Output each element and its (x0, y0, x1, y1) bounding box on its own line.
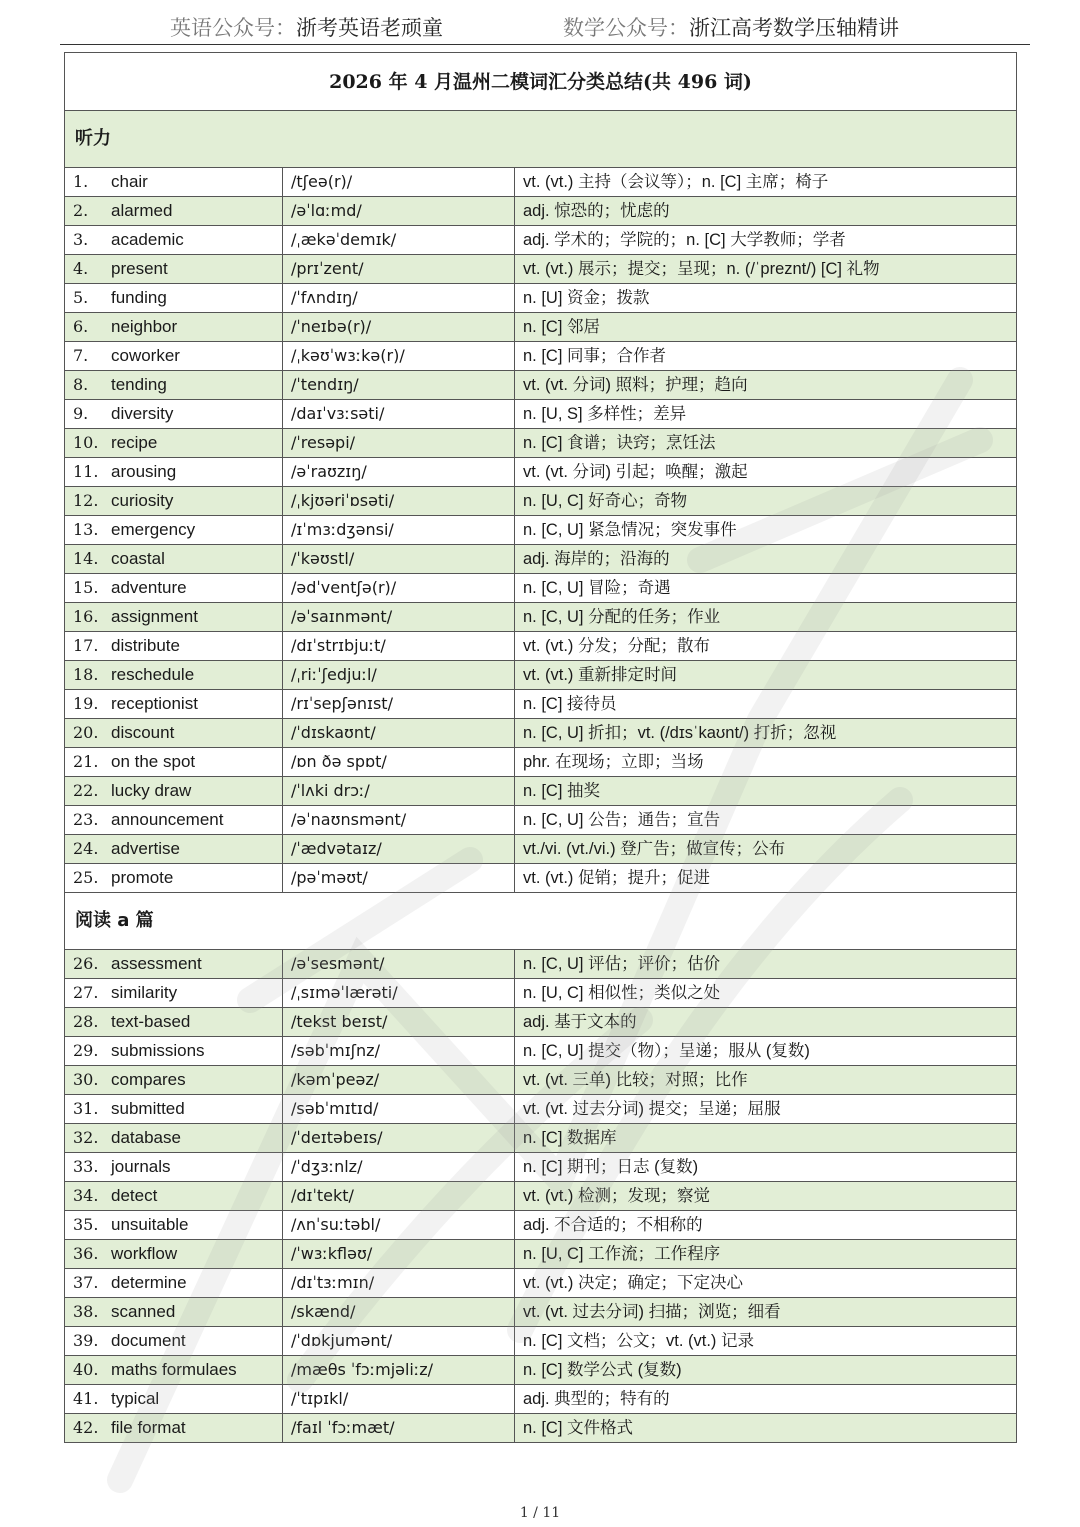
math-account-label: 数学公众号： (563, 16, 689, 40)
table-row (65, 226, 1017, 255)
definition-cell: adj. 惊恐的；忧虑的 (515, 197, 1017, 226)
word-cell (65, 864, 283, 893)
definition-cell: vt. (vt. 过去分词) 提交；呈递；屈服 (515, 1095, 1017, 1124)
table-row (65, 1240, 1017, 1269)
table-row (65, 1008, 1017, 1037)
definition-cell: n. [C] 同事；合作者 (515, 342, 1017, 371)
table-row (65, 487, 1017, 516)
word-text: typical (111, 1389, 160, 1408)
table-row (65, 661, 1017, 690)
word-cell (65, 950, 283, 979)
word-text: advertise (111, 839, 180, 858)
word-text: discount (111, 723, 175, 742)
word-text: funding (111, 288, 167, 307)
word-text: reschedule (111, 665, 195, 684)
word-cell (65, 1182, 283, 1211)
definition-cell: adj. 基于文本的 (515, 1008, 1017, 1037)
phonetic-cell: /prɪˈzent/ (283, 255, 515, 284)
phonetic-cell: /ɪˈmɜːdʒənsi/ (283, 516, 515, 545)
definition-cell: n. [C, U] 评估；评价；估价 (515, 950, 1017, 979)
row-number: 2. (73, 201, 89, 220)
table-row (65, 1414, 1017, 1443)
phonetic-cell: /mæθs ˈfɔːmjəliːz/ (283, 1356, 515, 1385)
word-cell (65, 777, 283, 806)
phonetic-cell: /ʌnˈsuːtəbl/ (283, 1211, 515, 1240)
word-cell (65, 226, 283, 255)
word-cell (65, 458, 283, 487)
table-row (65, 400, 1017, 429)
word-text: lucky draw (111, 781, 192, 800)
word-cell (65, 690, 283, 719)
row-number: 3. (73, 230, 89, 249)
table-row (65, 950, 1017, 979)
row-number: 28. (73, 1012, 99, 1031)
phonetic-cell: /əˈraʊzɪŋ/ (283, 458, 515, 487)
row-number: 22. (73, 781, 99, 800)
row-number: 42. (73, 1418, 99, 1437)
phonetic-cell: /ˌsɪməˈlærəti/ (283, 979, 515, 1008)
word-text: tending (111, 375, 167, 394)
row-number: 34. (73, 1186, 99, 1205)
word-cell (65, 168, 283, 197)
phonetic-cell: /səbˈmɪʃnz/ (283, 1037, 515, 1066)
word-cell (65, 719, 283, 748)
word-text: present (111, 259, 168, 278)
word-text: announcement (111, 810, 224, 829)
word-cell (65, 1211, 283, 1240)
phonetic-cell: /tʃeə(r)/ (283, 168, 515, 197)
word-text: submissions (111, 1041, 205, 1060)
phonetic-cell: /pəˈməʊt/ (283, 864, 515, 893)
row-number: 30. (73, 1070, 99, 1089)
table-row (65, 835, 1017, 864)
english-account (170, 12, 443, 42)
table-row (65, 255, 1017, 284)
table-row (65, 690, 1017, 719)
word-cell (65, 545, 283, 574)
row-number: 4. (73, 259, 89, 278)
row-number: 1. (73, 172, 89, 191)
definition-cell: phr. 在现场；立即；当场 (515, 748, 1017, 777)
table-row (65, 197, 1017, 226)
definition-cell: adj. 学术的；学院的；n. [C] 大学教师；学者 (515, 226, 1017, 255)
word-text: journals (111, 1157, 171, 1176)
section-header-row (65, 893, 1017, 950)
word-text: neighbor (111, 317, 178, 336)
definition-cell: n. [C, U] 紧急情况；突发事件 (515, 516, 1017, 545)
phonetic-cell: /ɒn ðə spɒt/ (283, 748, 515, 777)
table-row (65, 1385, 1017, 1414)
definition-cell: vt. (vt.) 检测；发现；察觉 (515, 1182, 1017, 1211)
phonetic-cell: /ˌækəˈdemɪk/ (283, 226, 515, 255)
phonetic-cell: /ˈtɪpɪkl/ (283, 1385, 515, 1414)
phonetic-cell: /dɪˈtekt/ (283, 1182, 515, 1211)
row-number: 20. (73, 723, 99, 742)
document-title: 2026 年 4 月温州二模词汇分类总结(共 496 词) (65, 53, 1017, 111)
table-row (65, 864, 1017, 893)
table-row (65, 545, 1017, 574)
phonetic-cell: /dɪˈtɜːmɪn/ (283, 1269, 515, 1298)
phonetic-cell: /kəmˈpeəz/ (283, 1066, 515, 1095)
word-text: coworker (111, 346, 180, 365)
phonetic-cell: /ˌkjʊəriˈɒsəti/ (283, 487, 515, 516)
definition-cell: n. [C] 食谱；诀窍；烹饪法 (515, 429, 1017, 458)
row-number: 14. (73, 549, 99, 568)
word-cell (65, 1008, 283, 1037)
word-cell (65, 835, 283, 864)
phonetic-cell: /ˈdeɪtəbeɪs/ (283, 1124, 515, 1153)
word-text: document (111, 1331, 186, 1350)
row-number: 39. (73, 1331, 99, 1350)
row-number: 10. (73, 433, 99, 452)
math-account-name: 浙江高考数学压轴精讲 (689, 16, 899, 40)
definition-cell: adj. 海岸的；沿海的 (515, 545, 1017, 574)
table-row (65, 632, 1017, 661)
definition-cell: n. [U, C] 相似性；类似之处 (515, 979, 1017, 1008)
definition-cell: n. [C, U] 提交（物）；呈递；服从 (复数) (515, 1037, 1017, 1066)
word-cell (65, 487, 283, 516)
definition-cell: n. [C] 文档；公文；vt. (vt.) 记录 (515, 1327, 1017, 1356)
row-number: 19. (73, 694, 99, 713)
table-row (65, 1269, 1017, 1298)
phonetic-cell: /daɪˈvɜːsəti/ (283, 400, 515, 429)
table-row (65, 429, 1017, 458)
word-text: alarmed (111, 201, 173, 220)
word-cell (65, 429, 283, 458)
row-number: 29. (73, 1041, 99, 1060)
vocabulary-table-body (65, 53, 1017, 1443)
word-text: diversity (111, 404, 174, 423)
row-number: 26. (73, 954, 99, 973)
table-row (65, 458, 1017, 487)
word-cell (65, 197, 283, 226)
row-number: 13. (73, 520, 99, 539)
phonetic-cell: /əˈnaʊnsmənt/ (283, 806, 515, 835)
word-text: promote (111, 868, 174, 887)
definition-cell: n. [C] 数据库 (515, 1124, 1017, 1153)
word-cell (65, 603, 283, 632)
definition-cell: n. [U, C] 工作流；工作程序 (515, 1240, 1017, 1269)
table-row (65, 748, 1017, 777)
word-text: arousing (111, 462, 177, 481)
table-row (65, 1298, 1017, 1327)
word-cell (65, 574, 283, 603)
word-text: determine (111, 1273, 187, 1292)
phonetic-cell: /ˌriːˈʃedjuːl/ (283, 661, 515, 690)
word-text: chair (111, 172, 148, 191)
table-row (65, 1356, 1017, 1385)
word-cell (65, 255, 283, 284)
phonetic-cell: /ˈædvətaɪz/ (283, 835, 515, 864)
table-row (65, 284, 1017, 313)
phonetic-cell: /ˈneɪbə(r)/ (283, 313, 515, 342)
phonetic-cell: /ˈtendɪŋ/ (283, 371, 515, 400)
word-text: scanned (111, 1302, 176, 1321)
page-header (60, 0, 1030, 45)
word-cell (65, 400, 283, 429)
definition-cell: vt. (vt.) 展示；提交；呈现；n. (/ˈpreznt/) [C] 礼物 (515, 255, 1017, 284)
table-row (65, 313, 1017, 342)
table-row (65, 979, 1017, 1008)
table-row (65, 1182, 1017, 1211)
word-cell (65, 1414, 283, 1443)
row-number: 33. (73, 1157, 99, 1176)
row-number: 40. (73, 1360, 99, 1379)
row-number: 36. (73, 1244, 99, 1263)
word-text: workflow (111, 1244, 178, 1263)
section-heading: 阅读 a 篇 (65, 893, 1017, 950)
phonetic-cell: /ˈkəʊstl/ (283, 545, 515, 574)
definition-cell: n. [U, C] 好奇心；奇物 (515, 487, 1017, 516)
phonetic-cell: /tekst beɪst/ (283, 1008, 515, 1037)
word-cell (65, 1124, 283, 1153)
phonetic-cell: /ˌkəʊˈwɜːkə(r)/ (283, 342, 515, 371)
row-number: 17. (73, 636, 99, 655)
definition-cell: adj. 典型的；特有的 (515, 1385, 1017, 1414)
word-cell (65, 1240, 283, 1269)
word-cell (65, 313, 283, 342)
word-text: receptionist (111, 694, 198, 713)
word-cell (65, 1385, 283, 1414)
definition-cell: vt. (vt.) 决定；确定；下定决心 (515, 1269, 1017, 1298)
table-row (65, 1037, 1017, 1066)
row-number: 38. (73, 1302, 99, 1321)
phonetic-cell: /ədˈventʃə(r)/ (283, 574, 515, 603)
word-text: unsuitable (111, 1215, 189, 1234)
table-row (65, 806, 1017, 835)
word-text: similarity (111, 983, 178, 1002)
table-row (65, 1153, 1017, 1182)
table-row (65, 1327, 1017, 1356)
table-row (65, 1124, 1017, 1153)
word-text: academic (111, 230, 184, 249)
phonetic-cell: /dɪˈstrɪbjuːt/ (283, 632, 515, 661)
row-number: 16. (73, 607, 99, 626)
row-number: 37. (73, 1273, 99, 1292)
definition-cell: vt. (vt.) 重新排定时间 (515, 661, 1017, 690)
english-account-name: 浙考英语老顽童 (296, 16, 443, 40)
row-number: 31. (73, 1099, 99, 1118)
word-cell (65, 342, 283, 371)
definition-cell: vt. (vt. 分词) 照料；护理；趋向 (515, 371, 1017, 400)
math-account (563, 12, 899, 42)
table-row (65, 371, 1017, 400)
phonetic-cell: /rɪˈsepʃənɪst/ (283, 690, 515, 719)
word-text: database (111, 1128, 181, 1147)
word-cell (65, 1298, 283, 1327)
phonetic-cell: /ˈdɪskaʊnt/ (283, 719, 515, 748)
word-cell (65, 1269, 283, 1298)
word-text: assessment (111, 954, 202, 973)
definition-cell: n. [C] 抽奖 (515, 777, 1017, 806)
row-number: 23. (73, 810, 99, 829)
table-row (65, 574, 1017, 603)
phonetic-cell: /ˈresəpi/ (283, 429, 515, 458)
row-number: 6. (73, 317, 89, 336)
phonetic-cell: /əˈsaɪnmənt/ (283, 603, 515, 632)
table-row (65, 1066, 1017, 1095)
row-number: 15. (73, 578, 99, 597)
definition-cell: adj. 不合适的；不相称的 (515, 1211, 1017, 1240)
phonetic-cell: /ˈdʒɜːnlz/ (283, 1153, 515, 1182)
word-text: coastal (111, 549, 165, 568)
word-text: assignment (111, 607, 198, 626)
definition-cell: n. [C] 数学公式 (复数) (515, 1356, 1017, 1385)
phonetic-cell: /ˈfʌndɪŋ/ (283, 284, 515, 313)
definition-cell: n. [C] 邻居 (515, 313, 1017, 342)
word-text: submitted (111, 1099, 185, 1118)
word-cell (65, 748, 283, 777)
row-number: 8. (73, 375, 89, 394)
table-row (65, 1211, 1017, 1240)
word-text: file format (111, 1418, 186, 1437)
word-text: distribute (111, 636, 180, 655)
row-number: 11. (73, 462, 99, 481)
definition-cell: n. [C] 期刊；日志 (复数) (515, 1153, 1017, 1182)
definition-cell: n. [U, S] 多样性；差异 (515, 400, 1017, 429)
word-cell (65, 284, 283, 313)
word-cell (65, 1037, 283, 1066)
word-cell (65, 979, 283, 1008)
row-number: 25. (73, 868, 99, 887)
word-cell (65, 371, 283, 400)
phonetic-cell: /səbˈmɪtɪd/ (283, 1095, 515, 1124)
word-cell (65, 1356, 283, 1385)
definition-cell: n. [C] 接待员 (515, 690, 1017, 719)
row-number: 12. (73, 491, 99, 510)
row-number: 27. (73, 983, 99, 1002)
table-row (65, 1095, 1017, 1124)
word-text: on the spot (111, 752, 196, 771)
row-number: 24. (73, 839, 99, 858)
phonetic-cell: /ˈwɜːkfləʊ/ (283, 1240, 515, 1269)
word-cell (65, 661, 283, 690)
english-account-label: 英语公众号： (170, 16, 296, 40)
definition-cell: n. [C, U] 折扣；vt. (/dɪsˈkaʊnt/) 打折；忽视 (515, 719, 1017, 748)
word-text: emergency (111, 520, 196, 539)
definition-cell: n. [C] 文件格式 (515, 1414, 1017, 1443)
row-number: 35. (73, 1215, 99, 1234)
word-text: compares (111, 1070, 186, 1089)
word-text: adventure (111, 578, 187, 597)
section-heading: 听力 (65, 111, 1017, 168)
table-row (65, 777, 1017, 806)
row-number: 9. (73, 404, 89, 423)
table-row (65, 603, 1017, 632)
row-number: 32. (73, 1128, 99, 1147)
word-text: recipe (111, 433, 158, 452)
row-number: 5. (73, 288, 89, 307)
word-cell (65, 1066, 283, 1095)
word-text: detect (111, 1186, 158, 1205)
word-cell (65, 1095, 283, 1124)
word-text: maths formulaes (111, 1360, 237, 1379)
definition-cell: vt. (vt.) 主持（会议等）；n. [C] 主席；椅子 (515, 168, 1017, 197)
word-cell (65, 1153, 283, 1182)
definition-cell: n. [U] 资金；拨款 (515, 284, 1017, 313)
section-header-row (65, 111, 1017, 168)
phonetic-cell: /ˈlʌki drɔː/ (283, 777, 515, 806)
title-row (65, 53, 1017, 111)
definition-cell: vt. (vt. 过去分词) 扫描；浏览；细看 (515, 1298, 1017, 1327)
word-cell (65, 632, 283, 661)
definition-cell: vt. (vt. 三单) 比较；对照；比作 (515, 1066, 1017, 1095)
row-number: 18. (73, 665, 99, 684)
table-row (65, 516, 1017, 545)
vocabulary-table (64, 52, 1017, 1443)
definition-cell: vt. (vt. 分词) 引起；唤醒；激起 (515, 458, 1017, 487)
word-cell (65, 1327, 283, 1356)
phonetic-cell: /skænd/ (283, 1298, 515, 1327)
row-number: 41. (73, 1389, 99, 1408)
definition-cell: n. [C, U] 公告；通告；宣告 (515, 806, 1017, 835)
table-row (65, 342, 1017, 371)
definition-cell: vt. (vt.) 分发；分配；散布 (515, 632, 1017, 661)
word-cell (65, 806, 283, 835)
phonetic-cell: /əˈlɑːmd/ (283, 197, 515, 226)
phonetic-cell: /ˈdɒkjumənt/ (283, 1327, 515, 1356)
word-text: text-based (111, 1012, 191, 1031)
page-number: 1 / 11 (519, 1505, 561, 1521)
definition-cell: vt./vi. (vt./vi.) 登广告；做宣传；公布 (515, 835, 1017, 864)
table-row (65, 168, 1017, 197)
definition-cell: n. [C, U] 冒险；奇遇 (515, 574, 1017, 603)
row-number: 21. (73, 752, 99, 771)
definition-cell: n. [C, U] 分配的任务；作业 (515, 603, 1017, 632)
definition-cell: vt. (vt.) 促销；提升；促进 (515, 864, 1017, 893)
phonetic-cell: /əˈsesmənt/ (283, 950, 515, 979)
word-cell (65, 516, 283, 545)
word-text: curiosity (111, 491, 174, 510)
table-row (65, 719, 1017, 748)
phonetic-cell: /faɪl ˈfɔːmæt/ (283, 1414, 515, 1443)
row-number: 7. (73, 346, 89, 365)
